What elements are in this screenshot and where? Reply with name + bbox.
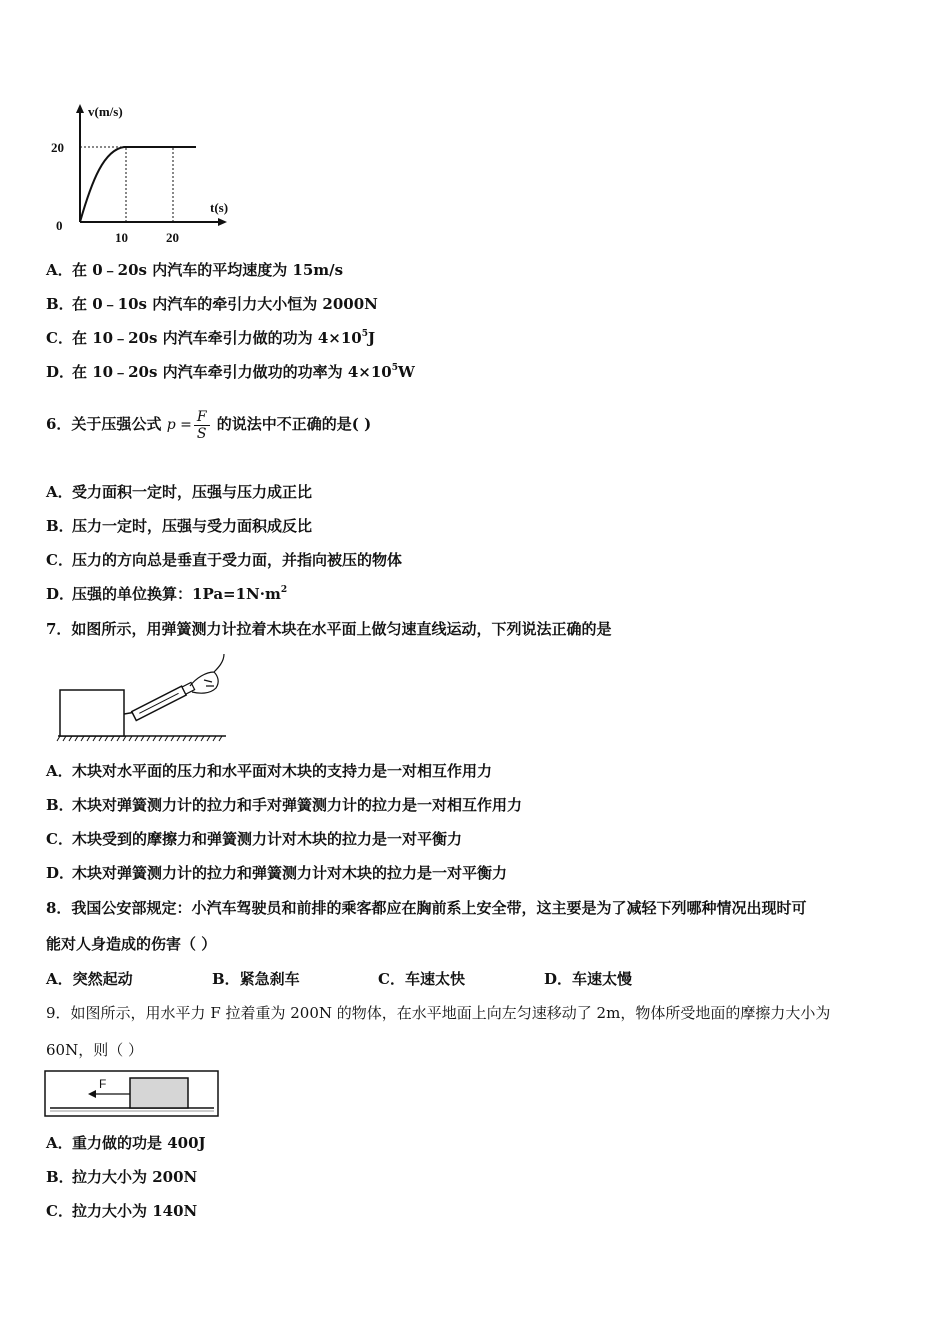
q7-stem: 7．如图所示，用弹簧测力计拉着木块在水平面上做匀速直线运动，下列说法正确的是: [46, 620, 612, 638]
y-tick-label: 20: [51, 140, 64, 155]
q7-option-d: D．木块对弹簧测力计的拉力和弹簧测力计对木块的拉力是一对平衡力: [46, 864, 508, 882]
q7-option-c: C．木块受到的摩擦力和弹簧测力计对木块的拉力是一对平衡力: [46, 830, 463, 848]
q8-options: [46, 969, 710, 989]
x-axis-label: t(s): [210, 200, 229, 215]
q8-option-b: B．紧急刹车: [212, 970, 300, 988]
q5-option-b: B．在 0﹣10s 内汽车的牵引力大小恒为 2000N: [46, 295, 378, 313]
pull-force-figure: [44, 1070, 220, 1118]
formula-lhs: p =: [166, 417, 192, 433]
q5-option-c: C．在 10﹣20s 内汽车牵引力做的功为 $4\times 10^5J$: [46, 329, 376, 347]
q6-stem: 6．关于压强公式 p = $\frac{F}{S}$ 的说法中不正确的是( ): [46, 408, 372, 442]
pressure-formula-fraction: $\frac{F}{S}$: [194, 409, 210, 442]
q9-stem-line-1: 9．如图所示，用水平力 F 拉着重为 200N 的物体，在水平地面上向左匀速移动了 2m，物体所受地面的摩擦力大小为: [46, 1004, 831, 1022]
force-label: F: [99, 1077, 107, 1091]
y-axis-label: v(m/s): [88, 104, 123, 119]
wooden-block: [60, 690, 124, 736]
object-box: [130, 1078, 188, 1108]
x-tick-label-20: 20: [166, 230, 179, 245]
q5-option-d: D．在 10﹣20s 内汽车牵引力做功的功率为 $4\times 10^5W$: [46, 363, 415, 381]
q8-option-d: D．车速太慢: [544, 970, 633, 988]
q9-option-c: C．拉力大小为 140N: [46, 1202, 198, 1220]
q6-option-d: D．压强的单位换算：$1Pa=1N\cdot m^2$: [46, 585, 288, 603]
q6-option-c: C．压力的方向总是垂直于受力面，并指向被压的物体: [46, 551, 403, 569]
q7-option-b: B．木块对弹簧测力计的拉力和手对弹簧测力计的拉力是一对相互作用力: [46, 796, 523, 814]
q8-option-c: C．车速太快: [378, 970, 465, 988]
q9-option-b: B．拉力大小为 200N: [46, 1168, 198, 1186]
x-axis-arrow: [218, 218, 227, 226]
q9-stem-line-2: 60N，则（ ）: [46, 1041, 143, 1059]
spring-scale: [132, 682, 195, 721]
x-tick-label-10: 10: [115, 230, 128, 245]
q8-stem-line-1: 8．我国公安部规定：小汽车驾驶员和前排的乘客都应在胸前系上安全带，这主要是为了减轻下列哪种情况出现时可: [46, 899, 807, 917]
q5-option-a: A．在 0﹣20s 内汽车的平均速度为 15m/s: [46, 261, 344, 279]
q9-option-a: A．重力做的功是 400J: [46, 1134, 206, 1152]
q6-option-a: A．受力面积一定时，压强与压力成正比: [46, 483, 313, 501]
q6-option-b: B．压力一定时，压强与受力面积成反比: [46, 517, 313, 535]
velocity-time-graph: [44, 100, 244, 248]
velocity-curve: [80, 147, 196, 222]
q7-option-a: A．木块对水平面的压力和水平面对木块的支持力是一对相互作用力: [46, 762, 493, 780]
q8-stem-line-2: 能对人身造成的伤害（ ）: [46, 935, 217, 953]
hand-icon: [190, 654, 224, 693]
q8-option-a: A．突然起动: [46, 970, 133, 988]
y-axis-arrow: [76, 104, 84, 113]
spring-scale-figure: [54, 650, 244, 746]
origin-label: 0: [56, 218, 63, 233]
